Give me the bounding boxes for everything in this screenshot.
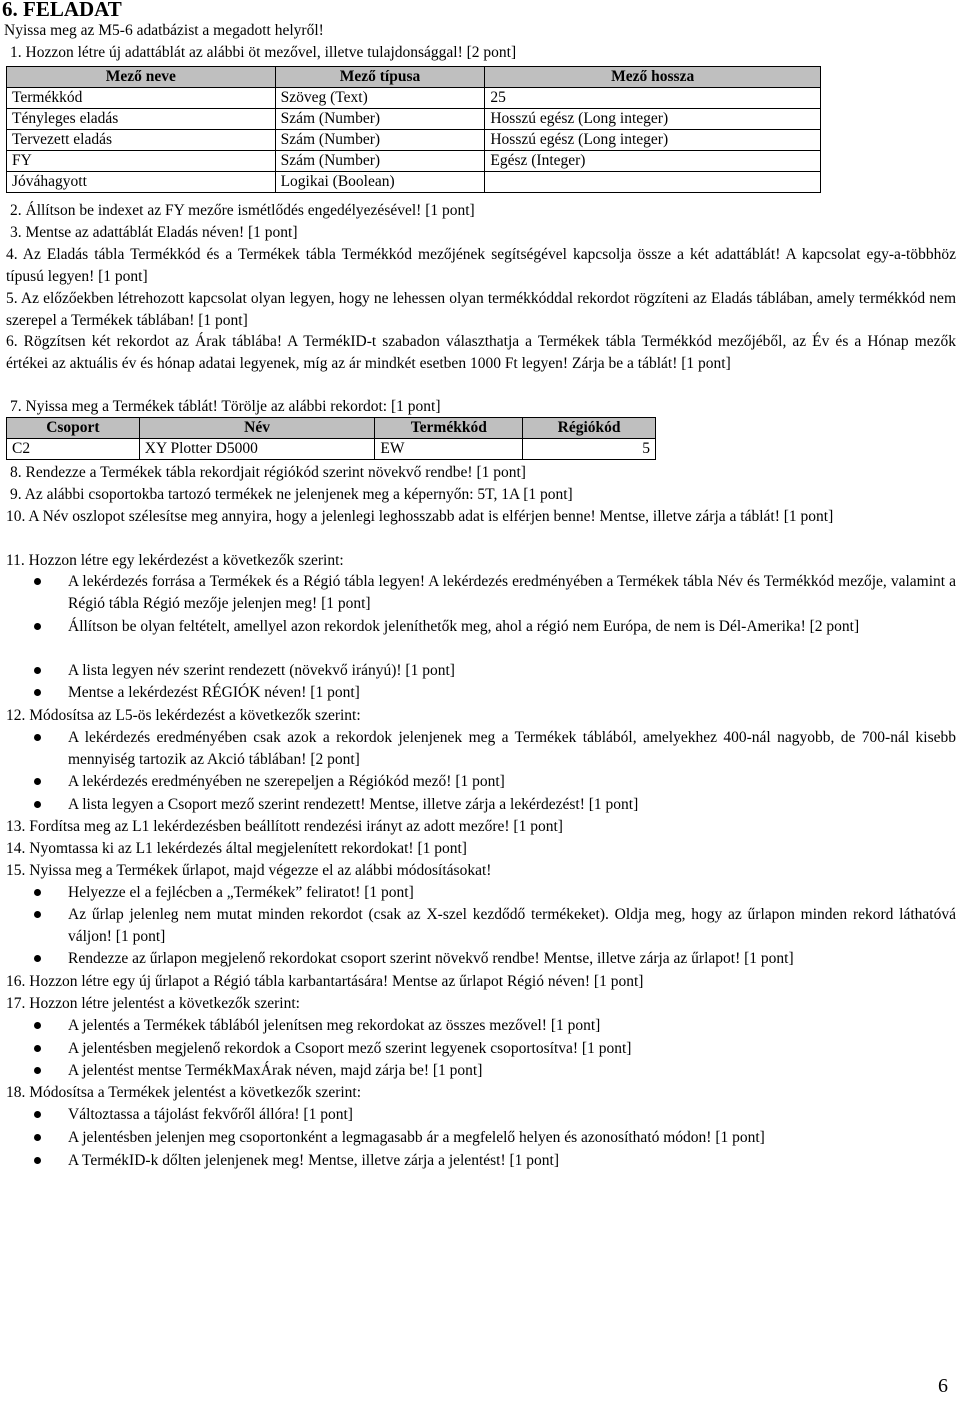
task-5: 5. Az előzőekben létrehozott kapcsolat olyan legyen, hogy ne lehessen olyan termékkóddal rekordot rögzíteni az Eladás táblában, amely termékkód nem szerepel a Termékek táblában! [1 pont] <box>6 290 956 329</box>
table-cell: Jóváhagyott <box>7 172 276 193</box>
task-10: 10. A Név oszlopot szélesítse meg annyira, hogy a jelenlegi leghosszabb adat is elférjen benne! Mentse, illetve zárja a táblát! [1 pont] <box>6 508 834 525</box>
bullet-icon <box>34 771 44 793</box>
task-7: 7. Nyissa meg a Termékek táblát! Törölje az alábbi rekordot: [1 pont] <box>10 398 441 415</box>
table-cell: Logikai (Boolean) <box>275 172 485 193</box>
task-9: 9. Az alábbi csoportokba tartozó termékek ne jelenjenek meg a képernyőn: 5T, 1A [1 pont] <box>10 486 573 503</box>
bullet-icon <box>34 1015 44 1037</box>
table-row <box>7 439 656 460</box>
bullet-icon <box>34 1060 44 1082</box>
table-cell: Termékkód <box>7 88 276 109</box>
table-row <box>7 88 821 109</box>
table-cell: XY Plotter D5000 <box>139 439 375 460</box>
fields-table <box>6 66 821 193</box>
table-row <box>7 109 821 130</box>
bullet-icon <box>34 1104 44 1126</box>
task-11-bullet-3: A lista legyen név szerint rendezett (növekvő irányú)! [1 pont] <box>68 662 455 679</box>
task-15-bullet-3: Rendezze az űrlapon megjelenő rekordokat csoport szerint növekvő rendbe! Mentse, illetve zárja az űrlapot! [1 pont] <box>68 950 794 967</box>
table-cell: 25 <box>485 88 821 109</box>
task-8: 8. Rendezze a Termékek tábla rekordjait régiókód szerint növekvő rendbe! [1 pont] <box>10 464 526 481</box>
task-6: 6. Rögzítsen két rekordot az Árak táblába! A TermékID-t szabadon választhatja a Termékek tábla Termékkód mezőjéből, az Év és a Hónap mezők értékei az aktuális év és hónap adatai legyenek, míg az ár mindkét esetben 1000 Ft legyen! Zárja be a táblát! [1 pont] <box>6 333 956 372</box>
table-cell: 5 <box>523 439 656 460</box>
task-15-bullet-2: Az űrlap jelenleg nem mutat minden rekordot (csak az X-szel kezdődő termékeket). Oldja meg, hogy az űrlapon minden rekord láthatóvá váljon! [1 pont] <box>68 906 956 945</box>
table-cell: EW <box>375 439 523 460</box>
task-18: 18. Módosítsa a Termékek jelentést a következők szerint: <box>6 1084 362 1101</box>
table-cell: Egész (Integer) <box>485 151 821 172</box>
task-1: 1. Hozzon létre új adattáblát az alábbi öt mezővel, illetve tulajdonsággal! [2 pont] <box>10 44 517 61</box>
table-cell <box>485 172 821 193</box>
task-12-bullet-2: A lekérdezés eredményében ne szerepeljen a Régiókód mező! [1 pont] <box>68 773 505 790</box>
bullet-icon <box>34 616 44 638</box>
bullet-icon <box>34 660 44 682</box>
record-header-code: Termékkód <box>375 418 523 439</box>
bullet-icon <box>34 727 44 749</box>
table-cell: Tervezett eladás <box>7 130 276 151</box>
table-cell: Szám (Number) <box>275 151 485 172</box>
task-11-bullet-2: Állítson be olyan feltételt, amellyel azon rekordok jeleníthetők meg, ahol a régió nem Európa, de nem is Dél-Amerika! [2 pont] <box>68 618 860 635</box>
table-cell: Hosszú egész (Long integer) <box>485 130 821 151</box>
fields-header-type: Mező típusa <box>275 67 485 88</box>
task-2: 2. Állítson be indexet az FY mezőre ismétlődés engedélyezésével! [1 pont] <box>10 202 475 219</box>
task-14: 14. Nyomtassa ki az L1 lekérdezés által megjelenített rekordokat! [1 pont] <box>6 840 467 857</box>
task-12-bullet-1: A lekérdezés eredményében csak azok a rekordok jelenjenek meg a Termékek táblából, amelyekhez 400-nál nagyobb, de 700-nál kisebb mennyiség tartozik az Akció táblában! [2 pont] <box>68 729 956 768</box>
task-11: 11. Hozzon létre egy lekérdezést a következők szerint: <box>6 552 344 569</box>
table-cell: FY <box>7 151 276 172</box>
table-row <box>7 172 821 193</box>
bullet-icon <box>34 794 44 816</box>
bullet-icon <box>34 1038 44 1060</box>
task-17: 17. Hozzon létre jelentést a következők szerint: <box>6 995 300 1012</box>
bullet-icon <box>34 571 44 593</box>
table-cell: Hosszú egész (Long integer) <box>485 109 821 130</box>
table-cell: Tényleges eladás <box>7 109 276 130</box>
bullet-icon <box>34 948 44 970</box>
record-header-group: Csoport <box>7 418 140 439</box>
task-17-bullet-1: A jelentés a Termékek táblából jelenítsen meg rekordokat az összes mezővel! [1 pont] <box>68 1017 601 1034</box>
task-18-bullet-3: A TermékID-k dőlten jelenjenek meg! Mentse, illetve zárja a jelentést! [1 pont] <box>68 1152 560 1169</box>
record-table <box>6 417 656 460</box>
bullet-icon <box>34 682 44 704</box>
bullet-icon <box>34 1150 44 1172</box>
task-13: 13. Fordítsa meg az L1 lekérdezésben beállított rendezési irányt az adott mezőre! [1 pont] <box>6 818 563 835</box>
task-3: 3. Mentse az adattáblát Eladás néven! [1 pont] <box>10 224 298 241</box>
record-header-region: Régiókód <box>523 418 656 439</box>
table-row <box>7 151 821 172</box>
task-heading: 6. FELADAT <box>2 0 122 21</box>
table-cell: C2 <box>7 439 140 460</box>
task-15: 15. Nyissa meg a Termékek űrlapot, majd végezze el az alábbi módosításokat! <box>6 862 492 879</box>
task-16: 16. Hozzon létre egy új űrlapot a Régió tábla karbantartására! Mentse az űrlapot Régió néven! [1 pont] <box>6 973 644 990</box>
task-18-bullet-1: Változtassa a tájolást fekvőről állóra! [1 pont] <box>68 1106 353 1123</box>
bullet-icon <box>34 904 44 926</box>
fields-header-length: Mező hossza <box>485 67 821 88</box>
task-17-bullet-3: A jelentést mentse TermékMaxÁrak néven, majd zárja be! [1 pont] <box>68 1062 483 1079</box>
bullet-icon <box>34 882 44 904</box>
fields-header-name: Mező neve <box>7 67 276 88</box>
task-11-bullet-4: Mentse a lekérdezést RÉGIÓK néven! [1 pont] <box>68 684 360 701</box>
table-cell: Szöveg (Text) <box>275 88 485 109</box>
table-row <box>7 130 821 151</box>
task-18-bullet-2: A jelentésben jelenjen meg csoportonként a legmagasabb ár a megfelelő helyen és azonosítható módon! [1 pont] <box>68 1129 765 1146</box>
table-cell: Szám (Number) <box>275 130 485 151</box>
bullet-icon <box>34 1127 44 1149</box>
task-15-bullet-1: Helyezze el a fejlécben a „Termékek” feliratot! [1 pont] <box>68 884 414 901</box>
page-number: 6 <box>938 1375 948 1397</box>
task-12-bullet-3: A lista legyen a Csoport mező szerint rendezett! Mentse, illetve zárja a lekérdezést! [1 pont] <box>68 796 639 813</box>
task-11-bullet-1: A lekérdezés forrása a Termékek és a Régió tábla legyen! A lekérdezés eredményében a Termékek tábla Név és Termékkód mezője, valamint a Régió tábla Régió mezője jelenjen meg! [1 pont] <box>68 573 956 612</box>
intro-line: Nyissa meg az M5-6 adatbázist a megadott helyről! <box>4 22 324 39</box>
task-4: 4. Az Eladás tábla Termékkód és a Termékek tábla Termékkód mezőjének segítségével kapcsolja össze a két adattáblát! A kapcsolat egy-a-többhöz típusú legyen! [1 pont] <box>6 246 956 285</box>
record-header-name: Név <box>139 418 375 439</box>
task-17-bullet-2: A jelentésben megjelenő rekordok a Csoport mező szerint legyenek csoportosítva! [1 pont] <box>68 1040 632 1057</box>
task-12: 12. Módosítsa az L5-ös lekérdezést a következők szerint: <box>6 707 361 724</box>
table-cell: Szám (Number) <box>275 109 485 130</box>
